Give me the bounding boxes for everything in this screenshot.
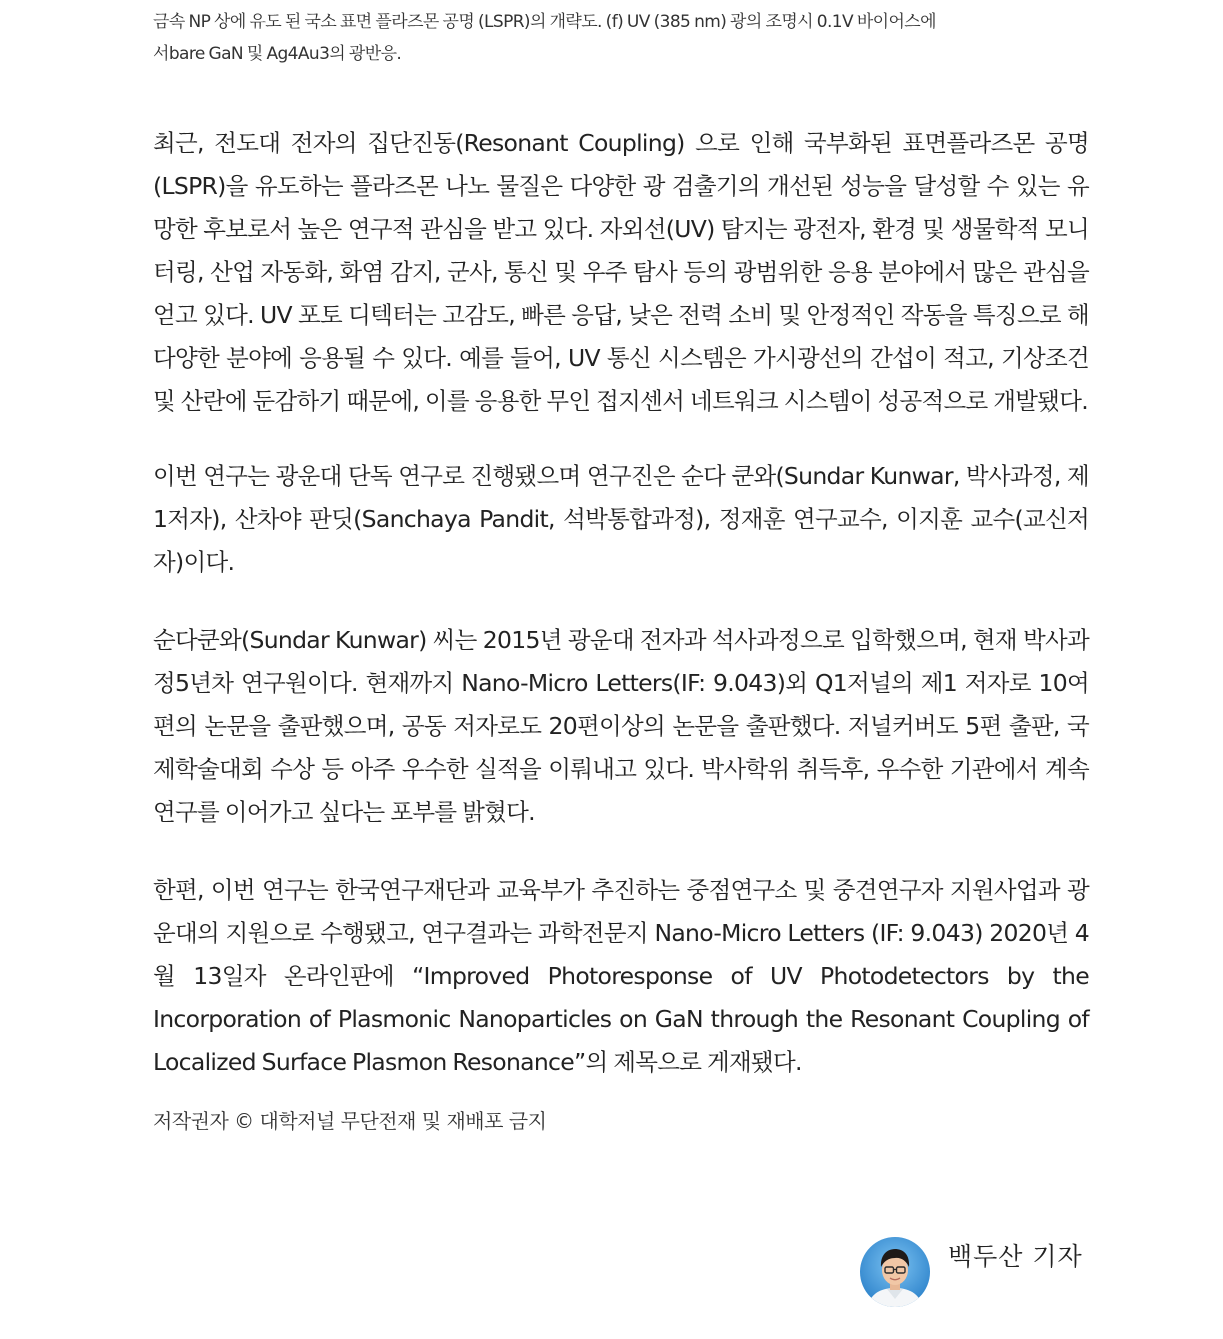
- figure-caption: [153, 6, 1089, 70]
- article: [153, 0, 1089, 1136]
- reporter-photo-illustration: [860, 1237, 930, 1307]
- reporter-byline[interactable]: [860, 1237, 1100, 1309]
- reporter-name[interactable]: 백두산 기자: [948, 1242, 1083, 1271]
- article-paragraph: 최근, 전도대 전자의 집단진동(Resonant Coupling) 으로 인해 국부화된 표면플라즈몬 공명 (LSPR)을 유도하는 플라즈몬 나노 물질은 다양한 광 검출기의 개선된 성능을 달성할 수 있는 유망한 후보로서 높은 연구적 관심을 받고 있다. 자외선(UV) 탐지는 광전자, 환경 및 생물학적 모니터링, 산업 자동화, 화염 감지, 군사, 통신 및 우주 탐사 등의 광범위한 응용 분야에서 많은 관심을 얻고 있다. UV 포토 디텍터는 고감도, 빠른 응답, 낮은 전력 소비 및 안정적인 작동을 특징으로 해 다양한 분야에 응용될 수 있다. 예를 들어, UV 통신 시스템은 가시광선의 간섭이 적고, 기상조건 및 산란에 둔감하기 때문에, 이를 응용한 무인 접지센서 네트워크 시스템이 성공적으로 개발됐다.: [153, 129, 1089, 415]
- article-paragraph: 이번 연구는 광운대 단독 연구로 진행됐으며 연구진은 순다 쿤와(Sundar Kunwar, 박사과정, 제1저자), 산차야 판딧(Sanchaya Pandit, 석박통합과정), 정재훈 연구교수, 이지훈 교수(교신저자)이다.: [153, 462, 1089, 576]
- copyright-notice: 저작권자 © 대학저널 무단전재 및 재배포 금지: [153, 1109, 547, 1133]
- article-paragraph: 한편, 이번 연구는 한국연구재단과 교육부가 추진하는 중점연구소 및 중견연구자 지원사업과 광운대의 지원으로 수행됐고, 연구결과는 과학전문지 Nano-Micro Letters (IF: 9.043) 2020년 4월 13일자 온라인판에 “Improved Photoresponse of UV Photodetectors by the Incorporation of Plasmonic Nanoparticles on GaN through the Resonant Coupling of Localized Surface Plasmon Resonance”의 제목으로 게재됐다.: [153, 876, 1089, 1076]
- figure-caption-line-2: 서bare GaN 및 Ag4Au3의 광반응.: [153, 44, 402, 64]
- figure-caption-line-1: 금속 NP 상에 유도 된 국소 표면 플라즈몬 공명 (LSPR)의 개략도. (f) UV (385 nm) 광의 조명시 0.1V 바이어스에: [153, 12, 936, 32]
- reporter-photo-icon[interactable]: [860, 1237, 930, 1307]
- article-paragraph: 순다쿤와(Sundar Kunwar) 씨는 2015년 광운대 전자과 석사과정으로 입학했으며, 현재 박사과정5년차 연구원이다. 현재까지 Nano-Micro Letters(IF: 9.043)외 Q1저널의 제1 저자로 10여 편의 논문을 출판했으며, 공동 저자로도 20편이상의 논문을 출판했다. 저널커버도 5편 출판, 국제학술대회 수상 등 아주 우수한 실적을 이뤄내고 있다. 박사학위 취득후, 우수한 기관에서 계속 연구를 이어가고 싶다는 포부를 밝혔다.: [153, 626, 1089, 826]
